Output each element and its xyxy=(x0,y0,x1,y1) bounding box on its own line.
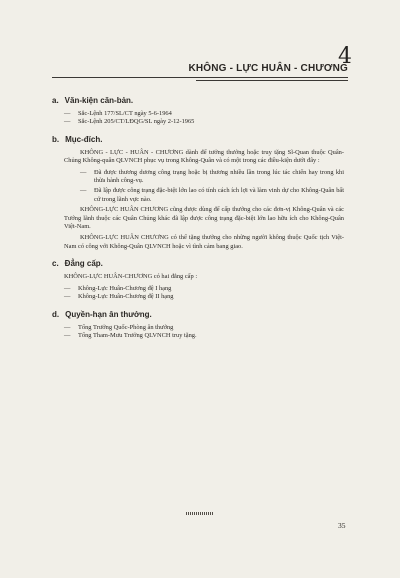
header-subrule xyxy=(196,80,348,81)
sub-list-item xyxy=(80,187,344,204)
list-item-text: Sắc-Lệnh 177/SL/CT ngày 5-6-1964 xyxy=(78,110,172,117)
paragraph: KHÔNG-LỰC HUÂN CHƯƠNG cũng được dùng để cấp thưởng cho các đơn-vị Không-Quân và các Tướng lãnh thuộc các Quân Chủng khác đã lập được công trạng đặc-biệt lớn lao hữu ích cho Không-Quân Việt-Nam. xyxy=(64,206,344,231)
dash-marker: — xyxy=(80,187,87,195)
section-title: Mục-đích. xyxy=(65,134,103,144)
section-purpose xyxy=(52,135,344,251)
list-item-text: Không-Lực Huân-Chương đệ I hạng xyxy=(78,284,172,292)
paragraph: KHÔNG-LỰC HUÂN CHƯƠNG có thể tặng thưởng cho những người không thuộc Quốc tịch Việt-Nam có công với Không-Quân QLVNCH hoặc vì tình cảm bang giao. xyxy=(64,234,344,250)
list-item-text: Tổng Tham-Mưu Trưởng QLVNCH truy tặng. xyxy=(78,331,197,339)
dash-marker: — xyxy=(64,293,71,301)
list-item xyxy=(52,332,344,340)
section-heading xyxy=(52,310,344,320)
chapter-title: KHÔNG - LỰC HUÂN - CHƯƠNG xyxy=(188,63,348,74)
section-heading xyxy=(52,96,344,106)
dash-marker: — xyxy=(80,168,87,176)
dash-marker: — xyxy=(64,118,71,126)
header-rule xyxy=(52,77,348,78)
list-item-text: Tổng Trưởng Quốc-Phòng ân thưởng xyxy=(78,323,174,331)
list-item-text: Không-Lực Huân-Chương đệ II hạng xyxy=(78,293,174,301)
section-title: Văn-kiện căn-bản. xyxy=(64,96,134,105)
list-item xyxy=(52,118,344,126)
section-heading xyxy=(52,135,344,145)
paragraph: KHÔNG - LỰC - HUÂN - CHƯƠNG dành để tưởng thưởng hoặc truy tặng Sĩ-Quan thuộc Quân-Chủng Không-quân QLVNCH phục vụ trong Không-Quân và có một trong các điều-kiện dưới đây : xyxy=(64,148,344,165)
sub-list-item xyxy=(80,169,344,186)
section-title: Đẳng cấp. xyxy=(64,259,103,269)
dash-marker: — xyxy=(64,284,71,292)
section-letter: c. xyxy=(52,259,59,269)
list-item xyxy=(52,324,344,332)
content-body xyxy=(52,96,344,348)
chapter-number: 4 xyxy=(338,44,352,69)
section-letter: d. xyxy=(52,309,60,319)
sub-list-item-text: Đã được thương dương công trạng hoặc bị thương nhiều lần trong lúc tác chiến hay trong khi thừa hành công-vụ. xyxy=(94,168,344,185)
dash-marker: — xyxy=(64,110,71,117)
list-item xyxy=(52,285,344,293)
page-number: 35 xyxy=(338,521,346,530)
sub-list-item-text: Đã lập được công trạng đặc-biệt lớn lao có tính cách ích lợi và làm vinh dự cho Không-Quân bất cứ trong lãnh vực nào. xyxy=(94,187,344,203)
section-letter: b. xyxy=(52,134,60,144)
list-item-text: Sắc-Lệnh 205/CT/LĐQG/SL ngày 2-12-1965 xyxy=(78,118,195,126)
paragraph: KHÔNG-LỰC HUÂN-CHƯƠNG có hai đẳng cấp : xyxy=(64,273,198,281)
section-authority xyxy=(52,310,344,341)
section-letter: a. xyxy=(52,96,59,105)
dash-marker: — xyxy=(64,323,71,331)
section-classes xyxy=(52,259,344,301)
list-item xyxy=(52,110,344,118)
section-end-ornament xyxy=(186,512,214,515)
section-legal-basis xyxy=(52,96,344,127)
dash-marker: — xyxy=(64,331,71,339)
section-heading xyxy=(52,259,344,269)
list-item xyxy=(52,293,344,301)
section-title: Quyền-hạn ân thưởng. xyxy=(65,309,152,319)
